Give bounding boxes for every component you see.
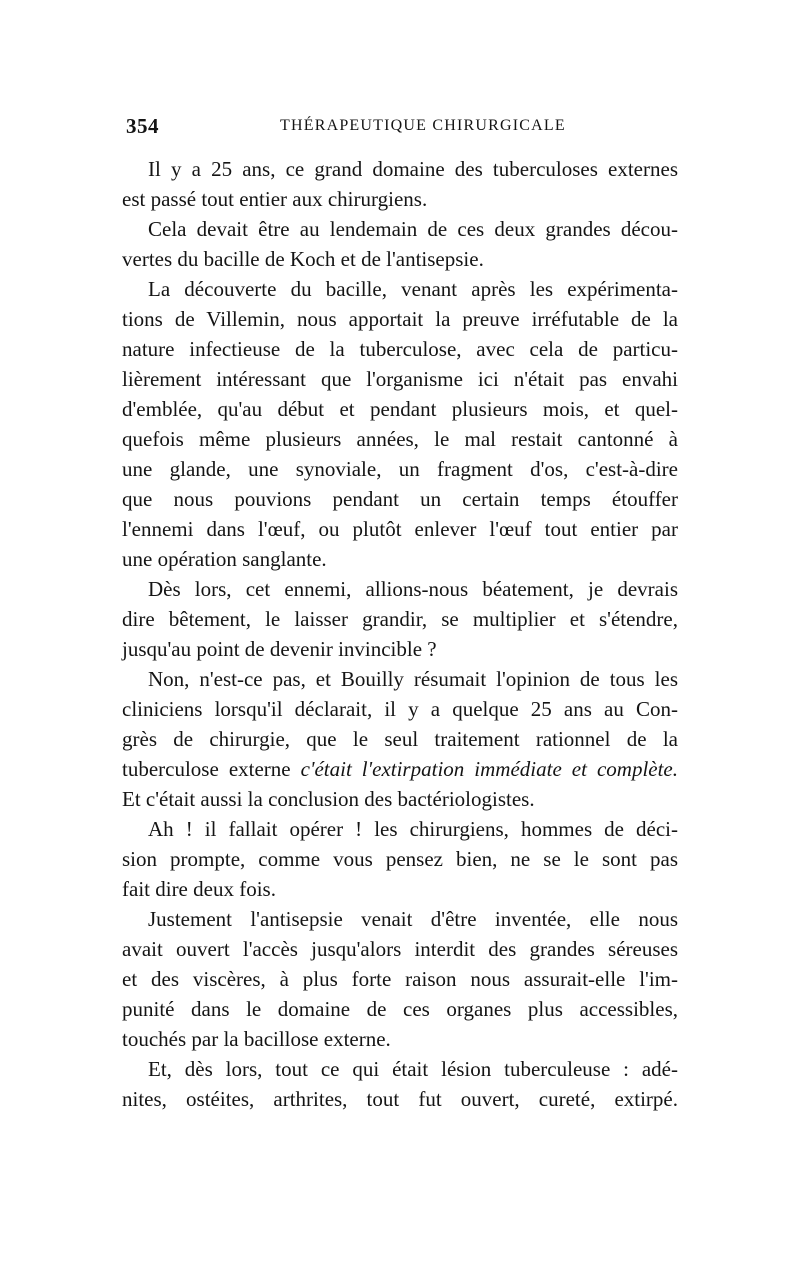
text-line: nature infectieuse de la tuberculose, avec cela de particu- (122, 337, 678, 361)
text-line: La découverte du bacille, venant après les expérimenta- (148, 277, 678, 301)
running-title: THÉRAPEUTIQUE CHIRURGICALE (280, 117, 566, 134)
page-header (118, 114, 678, 144)
text-line: est passé tout entier aux chirurgiens. (122, 187, 428, 211)
text-line: une opération sanglante. (122, 547, 327, 571)
text-line: fait dire deux fois. (122, 877, 276, 901)
text-line: cliniciens lorsqu'il déclarait, il y a quelque 25 ans au Con- (122, 697, 678, 721)
italic-quote: c'était l'extirpation immédiate et complète. (300, 757, 679, 781)
text-line: dire bêtement, le laisser grandir, se multiplier et s'étendre, (122, 607, 678, 631)
text-line: que nous pouvions pendant un certain temps étouffer (122, 487, 678, 511)
text-line: sion prompte, comme vous pensez bien, ne se le sont pas (122, 847, 678, 871)
text-line: et des viscères, à plus forte raison nous assurait-elle l'im- (122, 967, 678, 991)
text-line: Non, n'est-ce pas, et Bouilly résumait l'opinion de tous les (148, 667, 678, 691)
text-line: Et, dès lors, tout ce qui était lésion tuberculeuse : adé- (148, 1057, 678, 1081)
text-line: Justement l'antisepsie venait d'être inventée, elle nous (148, 907, 678, 931)
text-line: lièrement intéressant que l'organisme ici n'était pas envahi (122, 367, 678, 391)
text-line: jusqu'au point de devenir invincible ? (122, 637, 437, 661)
text-line: nites, ostéites, arthrites, tout fut ouvert, cureté, extirpé. (122, 1087, 678, 1111)
text-line: touchés par la bacillose externe. (122, 1027, 391, 1051)
text-line: Cela devait être au lendemain de ces deux grandes décou- (148, 217, 678, 241)
text-line: une glande, une synoviale, un fragment d'os, c'est-à-dire (122, 457, 678, 481)
text-line: d'emblée, qu'au début et pendant plusieurs mois, et quel- (122, 397, 678, 421)
text-line: tions de Villemin, nous apportait la preuve irréfutable de la (122, 307, 678, 331)
text-line: quefois même plusieurs années, le mal restait cantonné à (122, 427, 678, 451)
text-line: avait ouvert l'accès jusqu'alors interdit des grandes séreuses (122, 937, 678, 961)
text-line: Ah ! il fallait opérer ! les chirurgiens, hommes de déci- (148, 817, 678, 841)
page-number: 354 (126, 114, 159, 138)
text-line: Et c'était aussi la conclusion des bactériologistes. (122, 787, 535, 811)
text-line: grès de chirurgie, que le seul traitement rationnel de la (122, 727, 678, 751)
text-line-with-italic (122, 754, 678, 784)
text-line: l'ennemi dans l'œuf, ou plutôt enlever l'œuf tout entier par (122, 517, 678, 541)
text-segment: tuberculose externe (122, 757, 291, 781)
text-line: Il y a 25 ans, ce grand domaine des tuberculoses externes (148, 157, 678, 181)
text-line: Dès lors, cet ennemi, allions-nous béatement, je devrais (148, 577, 678, 601)
text-line: vertes du bacille de Koch et de l'antisepsie. (122, 247, 484, 271)
body-text (122, 154, 678, 1114)
text-line: punité dans le domaine de ces organes plus accessibles, (122, 997, 678, 1021)
